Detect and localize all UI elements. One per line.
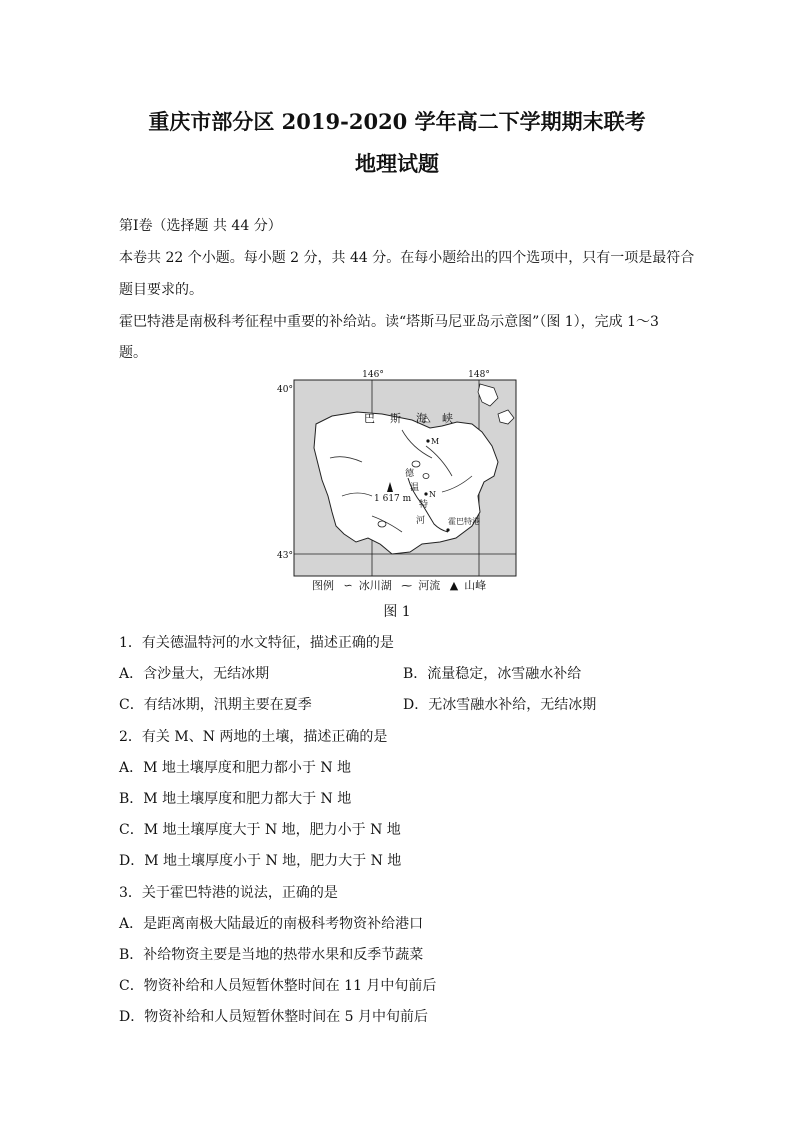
point-n-label: N [429,490,436,499]
glacier-lake [378,521,386,527]
port-dot [446,528,449,531]
option-d: D．M 地土壤厚度小于 N 地，肥力大于 N 地 [119,853,402,869]
intro-line-2: 题。 [119,345,147,361]
page-subtitle: 地理试题 [355,151,439,176]
strait-char: 斯 [390,412,401,425]
point-m [426,439,429,442]
lon-label: 148° [468,370,490,380]
option-c: C．M 地土壤厚度大于 N 地，肥力小于 N 地 [119,822,401,838]
point-n [424,492,427,495]
option-a: A．M 地土壤厚度和肥力都小于 N 地 [119,760,352,776]
river-icon: ⁓ [401,579,413,592]
question-stem: 1．有关德温特河的水文特征，描述正确的是 [119,635,394,651]
lake-icon: ∽ [343,579,353,592]
legend-title: 图例 [312,579,334,592]
instructions-line-1: 本卷共 22 个小题。每小题 2 分，共 44 分。在每小题给出的四个选项中，只有一项是最符合 [119,250,695,266]
glacier-lake [412,461,420,467]
point-m-label: M [431,437,440,446]
strait-char: 峡 [442,412,453,425]
option-b: B．流量稳定，冰雪融水补给 [403,666,582,682]
option-b: B．M 地土壤厚度和肥力都大于 N 地 [119,791,352,807]
lat-label: 40° [277,385,293,395]
legend-peak: 山峰 [464,579,487,592]
river-char: 特 [419,500,429,510]
legend-river: 河流 [418,579,441,592]
glacier-lake [423,474,429,479]
intro-line-1: 霍巴特港是南极科考征程中重要的补给站。读“塔斯马尼亚岛示意图”（图 1），完成 1～3 [119,314,659,330]
option-a: A．是距离南极大陆最近的南极科考物资补给港口 [119,916,424,932]
option-d: D．无冰雪融水补给，无结冰期 [403,697,597,713]
option-c: C．有结冰期，汛期主要在夏季 [119,697,312,713]
port-label: 霍巴特港 [448,517,480,526]
river-char: 德 [405,469,415,479]
tasmania-map [272,366,522,596]
lat-label: 43° [277,551,293,561]
option-d: D．物资补给和人员短暂休整时间在 5 月中旬前后 [119,1009,429,1025]
strait-char: 巴 [364,412,375,425]
option-a: A．含沙量大，无结冰期 [119,666,270,682]
page-title: 重庆市部分区 2019-2020 学年高二下学期期末联考 [148,109,646,134]
section-heading: 第Ⅰ卷（选择题 共 44 分） [119,218,282,234]
question-stem: 3．关于霍巴特港的说法，正确的是 [119,885,338,901]
river-char: 温 [410,483,420,493]
map-legend [312,577,492,593]
instructions-line-2: 题目要求的。 [119,282,203,298]
option-b: B．补给物资主要是当地的热带水果和反季节蔬菜 [119,947,424,963]
strait-char: 海 [416,412,427,425]
peak-label: 1 617 m [374,494,412,504]
river-char: 河 [416,516,426,526]
lon-label: 146° [362,370,384,380]
legend-lake: 冰川湖 [358,579,392,592]
figure-caption: 图 1 [383,604,411,620]
peak-icon: ▲ [449,579,459,592]
option-c: C．物资补给和人员短暂休整时间在 11 月中旬前后 [119,978,437,994]
question-stem: 2．有关 M、N 两地的土壤，描述正确的是 [119,729,388,745]
